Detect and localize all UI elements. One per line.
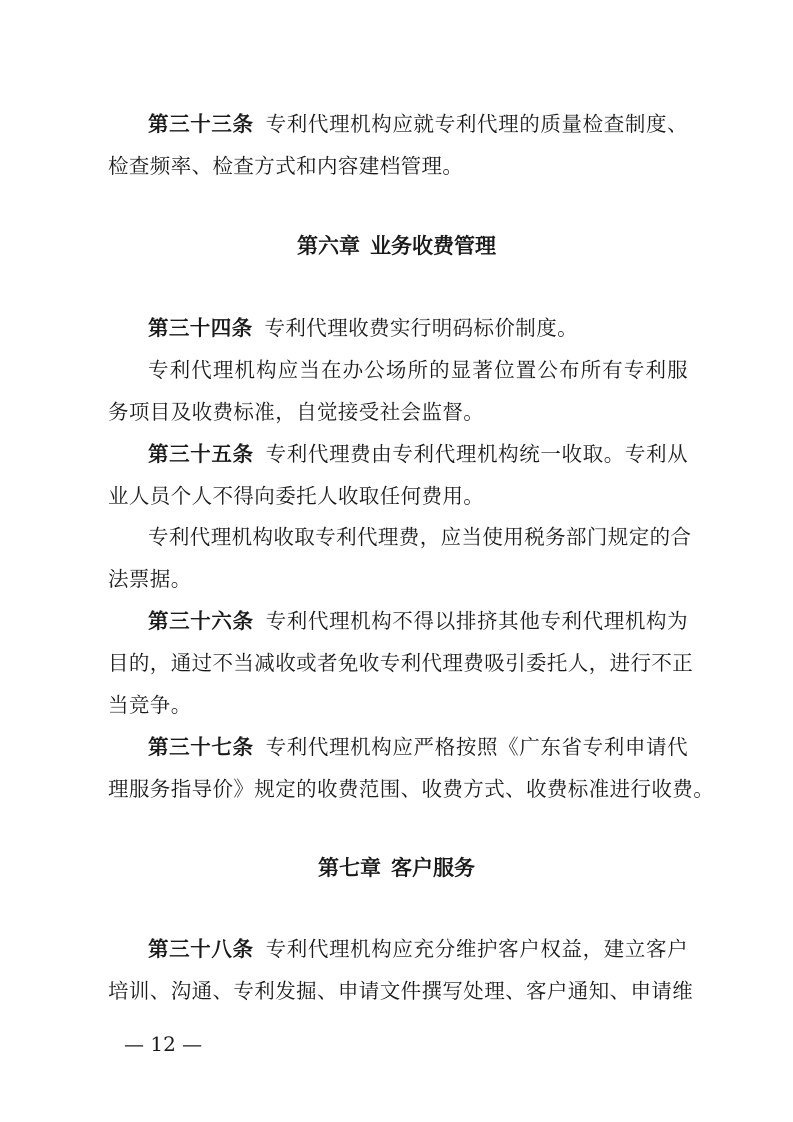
- chapter-6-number: 第六章: [297, 234, 360, 258]
- chapter-6-title: 业务收费管理: [370, 234, 496, 258]
- page-number: — 12 —: [124, 1032, 203, 1056]
- chapter-7-heading: [0, 852, 793, 884]
- article-35-line-1: [148, 438, 688, 470]
- article-33-label: 第三十三条: [148, 112, 254, 136]
- article-36-line-2: 目的，通过不当减收或者免收专利代理费吸引委托人，进行不正: [108, 651, 694, 675]
- article-36-line-1: [148, 605, 688, 637]
- article-35-text-1: 专利代理费由专利代理机构统一收取。专利从: [265, 442, 689, 466]
- article-33-text-1: 专利代理机构应就专利代理的质量检查制度、: [265, 112, 689, 136]
- article-34-text-1: 专利代理收费实行明码标价制度。: [264, 316, 578, 340]
- article-33-line-2: 检查频率、检查方式和内容建档管理。: [108, 154, 464, 178]
- article-34-para2-line-2: 务项目及收费标准，自觉接受社会监督。: [108, 400, 485, 424]
- article-35-para2-line-1: 专利代理机构收取专利代理费，应当使用税务部门规定的合: [148, 525, 692, 549]
- article-37-label: 第三十七条: [148, 735, 254, 759]
- article-37-text-1: 专利代理机构应严格按照《广东省专利申请代: [265, 735, 689, 759]
- article-38-line-1: [148, 933, 688, 965]
- article-36-text-1: 专利代理机构不得以排挤其他专利代理机构为: [265, 609, 689, 633]
- article-34-line-1: [148, 312, 688, 344]
- article-38-line-2: 培训、沟通、专利发掘、申请文件撰写处理、客户通知、申请维: [108, 979, 694, 1003]
- article-34-para2-line-1: 专利代理机构应当在办公场所的显著位置公布所有专利服: [148, 358, 688, 382]
- chapter-7-number: 第七章: [318, 856, 381, 880]
- article-35-para2-line-2: 法票据。: [108, 567, 192, 591]
- article-36-label: 第三十六条: [148, 609, 254, 633]
- article-38-label: 第三十八条: [148, 937, 254, 961]
- article-35-line-2: 业人员个人不得向委托人收取任何费用。: [108, 484, 485, 508]
- article-34-label: 第三十四条: [148, 316, 253, 340]
- chapter-7-title: 客户服务: [391, 856, 475, 880]
- article-38-text-1: 专利代理机构应充分维护客户权益，建立客户: [265, 937, 689, 961]
- article-37-line-2: 理服务指导价》规定的收费范围、收费方式、收费标准进行收费。: [108, 777, 715, 801]
- article-33-line-1: [148, 108, 688, 140]
- chapter-6-heading: [0, 230, 793, 262]
- article-36-line-3: 当竞争。: [108, 693, 192, 717]
- article-35-label: 第三十五条: [148, 442, 254, 466]
- article-37-line-1: [148, 731, 688, 763]
